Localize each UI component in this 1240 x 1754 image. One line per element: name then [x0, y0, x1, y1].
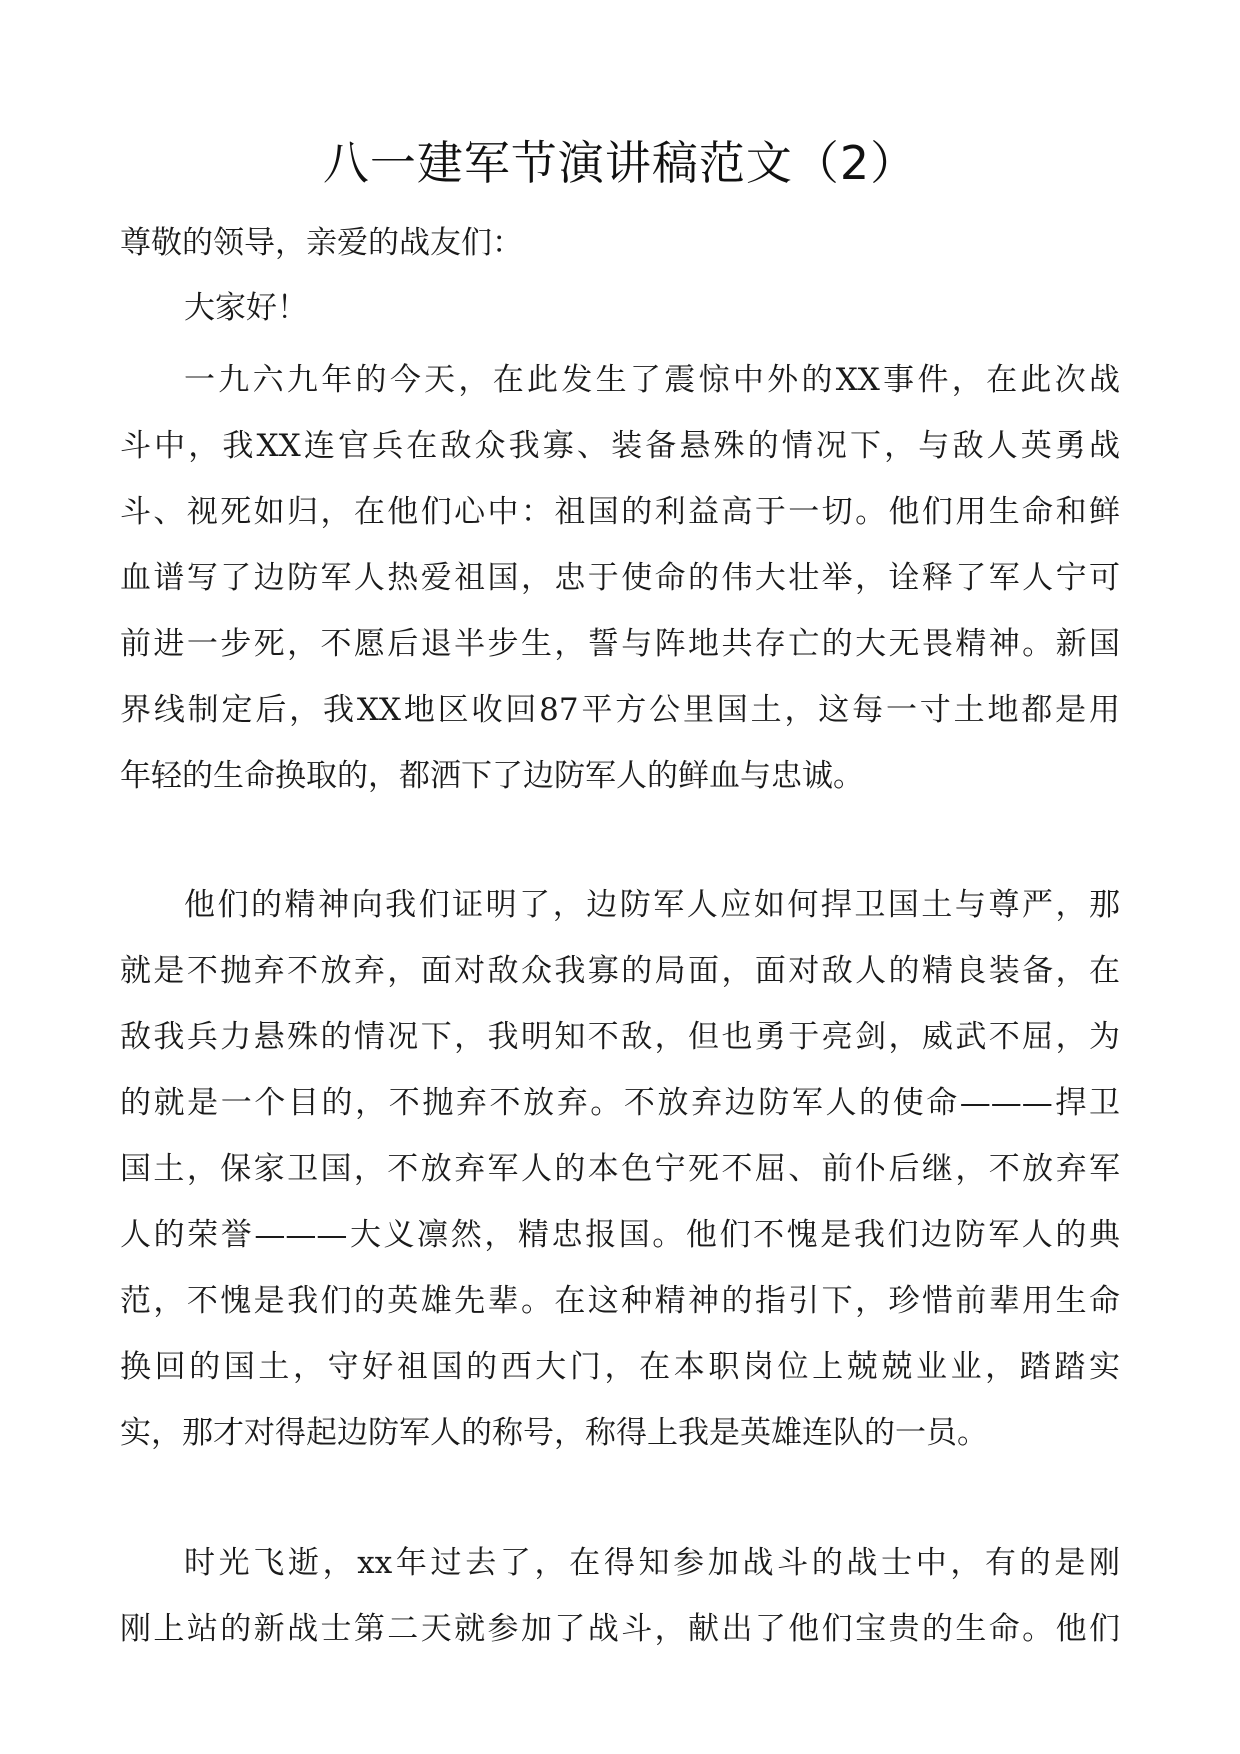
- paragraph-line: 敌我兵力悬殊的情况下，我明知不敌，但也勇于亮剑，威武不屈，为: [120, 1019, 1120, 1055]
- paragraph-line: 年轻的生命换取的，都洒下了边防军人的鲜血与忠诚。: [120, 758, 864, 794]
- paragraph-line: 时光飞逝，xx年过去了，在得知参加战斗的战士中，有的是刚: [184, 1545, 1120, 1581]
- greeting-block: [120, 275, 1120, 341]
- paragraph-line: 人的荣誉———大义凛然，精忠报国。他们不愧是我们边防军人的典: [120, 1217, 1120, 1253]
- salutation-block: [120, 210, 1120, 276]
- paragraph-line: 国土，保家卫国，不放弃军人的本色宁死不屈、前仆后继，不放弃军: [120, 1151, 1120, 1187]
- paragraph-line: 界线制定后，我XX地区收回87平方公里国土，这每一寸土地都是用: [120, 692, 1120, 728]
- paragraph-2: [120, 872, 1120, 1466]
- paragraph-line: 就是不抛弃不放弃，面对敌众我寡的局面，面对敌人的精良装备，在: [120, 953, 1120, 989]
- paragraph-line: 斗中，我XX连官兵在敌众我寡、装备悬殊的情况下，与敌人英勇战: [120, 428, 1120, 464]
- paragraph-line: 他们的精神向我们证明了，边防军人应如何捍卫国土与尊严，那: [184, 887, 1120, 923]
- paragraph-3: [120, 1530, 1120, 1662]
- paragraph-line: 范，不愧是我们的英雄先辈。在这种精神的指引下，珍惜前辈用生命: [120, 1283, 1120, 1319]
- paragraph-line: 刚上站的新战士第二天就参加了战斗，献出了他们宝贵的生命。他们: [120, 1611, 1120, 1647]
- paragraph-line: 前进一步死，不愿后退半步生，誓与阵地共存亡的大无畏精神。新国: [120, 626, 1120, 662]
- greeting: 大家好！: [184, 290, 308, 326]
- document-title: 八一建军节演讲稿范文（2）: [322, 136, 918, 190]
- paragraph-line: 实，那才对得起边防军人的称号，称得上我是英雄连队的一员。: [120, 1415, 988, 1451]
- paragraph-line: 斗、视死如归，在他们心中：祖国的利益高于一切。他们用生命和鲜: [120, 494, 1120, 530]
- paragraph-1: [120, 347, 1120, 809]
- salutation: 尊敬的领导，亲爱的战友们：: [120, 225, 523, 261]
- paragraph-line: 一九六九年的今天，在此发生了震惊中外的XX事件，在此次战: [184, 362, 1120, 398]
- paragraph-line: 换回的国土，守好祖国的西大门，在本职岗位上兢兢业业，踏踏实: [120, 1349, 1120, 1385]
- paragraph-line: 的就是一个目的，不抛弃不放弃。不放弃边防军人的使命———捍卫: [120, 1085, 1120, 1121]
- paragraph-line: 血谱写了边防军人热爱祖国，忠于使命的伟大壮举，诠释了军人宁可: [120, 560, 1120, 596]
